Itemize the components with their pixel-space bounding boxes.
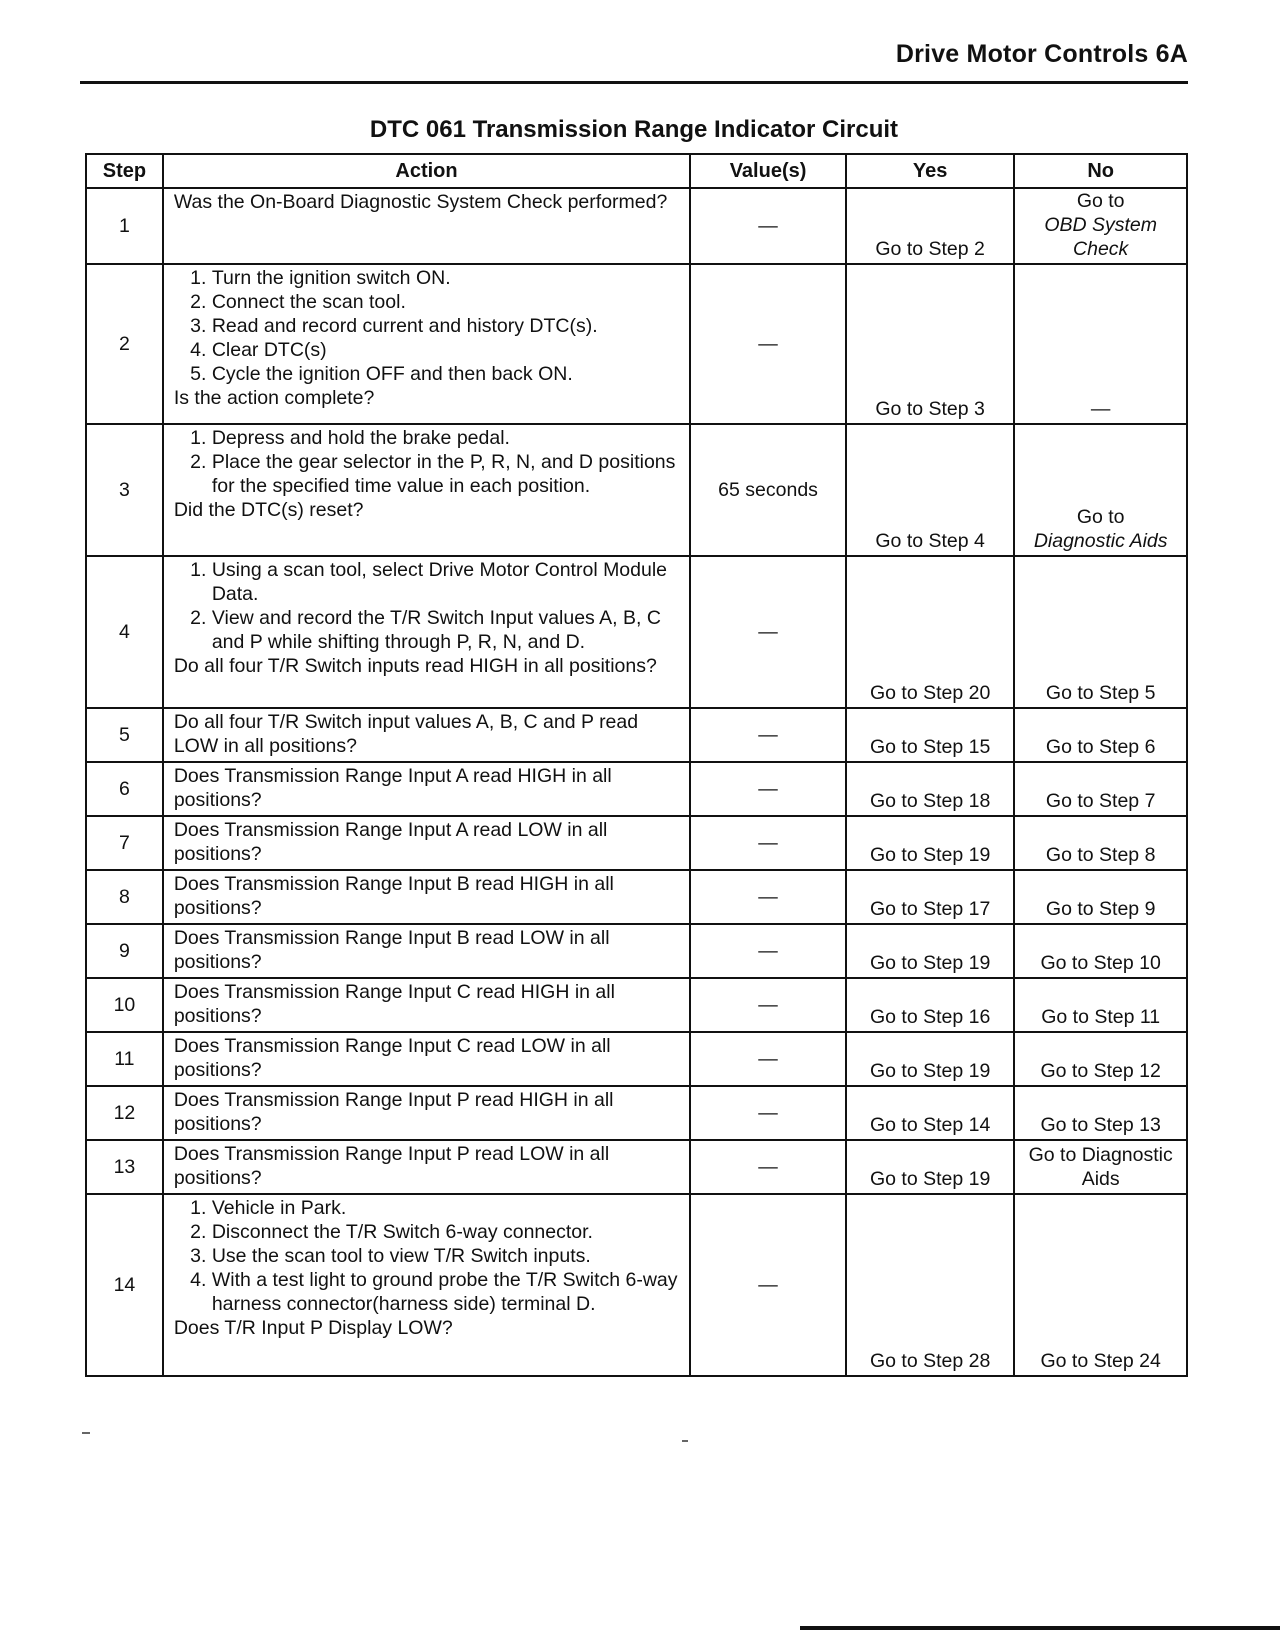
action-substeps bbox=[174, 558, 683, 654]
no-cell-text: Go to Step 11 bbox=[1041, 1006, 1161, 1028]
step-number: 6 bbox=[86, 762, 163, 816]
step-number: 10 bbox=[86, 978, 163, 1032]
no-cell bbox=[1014, 1086, 1187, 1140]
action-cell bbox=[163, 762, 690, 816]
no-cell-reference: OBD System Check bbox=[1044, 214, 1158, 260]
no-cell bbox=[1014, 1032, 1187, 1086]
table-row bbox=[86, 870, 1187, 924]
action-question: Does T/R Input P Display LOW? bbox=[173, 1317, 453, 1339]
table-row bbox=[86, 556, 1187, 708]
no-cell bbox=[1014, 188, 1187, 264]
table-row bbox=[86, 1086, 1187, 1140]
page-header-title: Drive Motor Controls 6A bbox=[895, 40, 1188, 68]
action-substep: 1. Vehicle in Park. bbox=[212, 1196, 683, 1220]
step-number: 12 bbox=[86, 1086, 163, 1140]
action-question: Does Transmission Range Input C read HIGH in all positions? bbox=[173, 981, 615, 1027]
no-cell-text: Go to Step 6 bbox=[1045, 736, 1156, 758]
action-cell bbox=[163, 870, 690, 924]
table-row bbox=[86, 762, 1187, 816]
column-header-step: Step bbox=[86, 154, 163, 188]
value-cell: — bbox=[690, 264, 846, 424]
value-cell: — bbox=[690, 1140, 846, 1194]
scan-mark bbox=[82, 1432, 90, 1434]
action-substep: 2. Disconnect the T/R Switch 6-way connector. bbox=[212, 1220, 683, 1244]
yes-cell: Go to Step 28 bbox=[846, 1194, 1014, 1376]
table-row bbox=[86, 978, 1187, 1032]
no-cell-text: Go to Diagnostic Aids bbox=[1028, 1144, 1173, 1190]
table-row bbox=[86, 424, 1187, 556]
action-cell bbox=[163, 424, 690, 556]
action-substep: 2. Place the gear selector in the P, R, N, and D positions for the specified time value in each position. bbox=[212, 450, 683, 498]
action-substep: 3. Read and record current and history DTC(s). bbox=[212, 314, 683, 338]
action-cell bbox=[163, 708, 690, 762]
value-cell: — bbox=[690, 556, 846, 708]
step-number: 9 bbox=[86, 924, 163, 978]
action-question: Do all four T/R Switch inputs read HIGH in all positions? bbox=[173, 655, 657, 677]
action-substep: 1. Depress and hold the brake pedal. bbox=[212, 426, 683, 450]
action-question: Does Transmission Range Input C read LOW in all positions? bbox=[173, 1035, 611, 1081]
no-cell-text: Go to Step 13 bbox=[1040, 1114, 1161, 1136]
no-cell-text: Go to Step 8 bbox=[1045, 844, 1156, 866]
no-cell bbox=[1014, 978, 1187, 1032]
no-cell bbox=[1014, 924, 1187, 978]
no-cell-text: Go to bbox=[1076, 506, 1125, 528]
action-question: Do all four T/R Switch input values A, B, C and P read LOW in all positions? bbox=[173, 711, 639, 757]
no-cell-text: — bbox=[1090, 398, 1111, 420]
footer-rule bbox=[800, 1626, 1280, 1630]
table-body bbox=[86, 188, 1187, 1376]
table-row bbox=[86, 264, 1187, 424]
value-cell: — bbox=[690, 762, 846, 816]
step-number: 5 bbox=[86, 708, 163, 762]
dtc-table bbox=[85, 153, 1188, 1377]
column-header-yes: Yes bbox=[846, 154, 1014, 188]
action-substep: 5. Cycle the ignition OFF and then back ON. bbox=[212, 362, 683, 386]
yes-cell: Go to Step 4 bbox=[846, 424, 1014, 556]
yes-cell: Go to Step 15 bbox=[846, 708, 1014, 762]
no-cell-text: Go to Step 10 bbox=[1040, 952, 1161, 974]
table-row bbox=[86, 816, 1187, 870]
table-row bbox=[86, 924, 1187, 978]
yes-cell: Go to Step 18 bbox=[846, 762, 1014, 816]
action-question: Does Transmission Range Input A read LOW in all positions? bbox=[173, 819, 608, 865]
table-row bbox=[86, 708, 1187, 762]
value-cell: — bbox=[690, 978, 846, 1032]
action-substep: 3. Use the scan tool to view T/R Switch inputs. bbox=[212, 1244, 683, 1268]
action-cell bbox=[163, 1032, 690, 1086]
no-cell bbox=[1014, 870, 1187, 924]
yes-cell: Go to Step 19 bbox=[846, 1032, 1014, 1086]
no-cell bbox=[1014, 762, 1187, 816]
yes-cell: Go to Step 3 bbox=[846, 264, 1014, 424]
action-substep: 1. Turn the ignition switch ON. bbox=[212, 266, 683, 290]
yes-cell: Go to Step 19 bbox=[846, 1140, 1014, 1194]
value-cell: — bbox=[690, 816, 846, 870]
value-cell: — bbox=[690, 188, 846, 264]
step-number: 4 bbox=[86, 556, 163, 708]
action-question: Does Transmission Range Input P read LOW in all positions? bbox=[173, 1143, 610, 1189]
action-cell bbox=[163, 1086, 690, 1140]
yes-cell: Go to Step 19 bbox=[846, 816, 1014, 870]
action-cell bbox=[163, 264, 690, 424]
yes-cell: Go to Step 20 bbox=[846, 556, 1014, 708]
column-header-action: Action bbox=[163, 154, 690, 188]
value-cell: — bbox=[690, 708, 846, 762]
action-question: Is the action complete? bbox=[173, 387, 375, 409]
table-row bbox=[86, 1194, 1187, 1376]
table-row bbox=[86, 1140, 1187, 1194]
action-cell bbox=[163, 924, 690, 978]
value-cell: — bbox=[690, 1194, 846, 1376]
scan-mark bbox=[682, 1440, 688, 1442]
no-cell-text: Go to Step 12 bbox=[1040, 1060, 1161, 1082]
step-number: 14 bbox=[86, 1194, 163, 1376]
yes-cell: Go to Step 14 bbox=[846, 1086, 1014, 1140]
step-number: 1 bbox=[86, 188, 163, 264]
table-row bbox=[86, 188, 1187, 264]
action-substep: 2. Connect the scan tool. bbox=[212, 290, 683, 314]
step-number: 8 bbox=[86, 870, 163, 924]
action-question: Was the On-Board Diagnostic System Check performed? bbox=[173, 191, 668, 213]
action-question: Does Transmission Range Input A read HIGH in all positions? bbox=[173, 765, 612, 811]
value-cell: — bbox=[690, 1032, 846, 1086]
value-cell: — bbox=[690, 870, 846, 924]
no-cell-text: Go to bbox=[1076, 190, 1125, 212]
yes-cell: Go to Step 17 bbox=[846, 870, 1014, 924]
step-number: 3 bbox=[86, 424, 163, 556]
no-cell bbox=[1014, 816, 1187, 870]
action-cell bbox=[163, 556, 690, 708]
step-number: 13 bbox=[86, 1140, 163, 1194]
action-question: Does Transmission Range Input P read HIGH in all positions? bbox=[173, 1089, 614, 1135]
action-substep: 1. Using a scan tool, select Drive Motor Control Module Data. bbox=[212, 558, 683, 606]
action-cell bbox=[163, 978, 690, 1032]
no-cell bbox=[1014, 424, 1187, 556]
action-substeps bbox=[174, 1196, 683, 1316]
no-cell bbox=[1014, 556, 1187, 708]
action-cell bbox=[163, 816, 690, 870]
yes-cell: Go to Step 19 bbox=[846, 924, 1014, 978]
no-cell bbox=[1014, 1194, 1187, 1376]
yes-cell: Go to Step 16 bbox=[846, 978, 1014, 1032]
action-substeps bbox=[174, 426, 683, 498]
action-cell bbox=[163, 1140, 690, 1194]
action-cell bbox=[163, 1194, 690, 1376]
no-cell-text: Go to Step 5 bbox=[1045, 682, 1156, 704]
value-cell: 65 seconds bbox=[690, 424, 846, 556]
action-substep: 2. View and record the T/R Switch Input values A, B, C and P while shifting through P, R, N, and D. bbox=[212, 606, 683, 654]
value-cell: — bbox=[690, 1086, 846, 1140]
table-header-row bbox=[86, 154, 1187, 188]
no-cell bbox=[1014, 708, 1187, 762]
header-rule bbox=[80, 81, 1188, 84]
no-cell bbox=[1014, 1140, 1187, 1194]
table-title: DTC 061 Transmission Range Indicator Circuit bbox=[369, 116, 899, 143]
action-substep: 4. With a test light to ground probe the T/R Switch 6-way harness connector(harness side) terminal D. bbox=[212, 1268, 683, 1316]
no-cell-text: Go to Step 24 bbox=[1040, 1350, 1161, 1372]
no-cell-reference: Diagnostic Aids bbox=[1033, 530, 1168, 552]
no-cell-text: Go to Step 9 bbox=[1045, 898, 1156, 920]
yes-cell: Go to Step 2 bbox=[846, 188, 1014, 264]
action-cell bbox=[163, 188, 690, 264]
step-number: 11 bbox=[86, 1032, 163, 1086]
column-header-no: No bbox=[1014, 154, 1187, 188]
action-substeps bbox=[174, 266, 683, 386]
action-question: Does Transmission Range Input B read LOW in all positions? bbox=[173, 927, 610, 973]
column-header-values: Value(s) bbox=[690, 154, 846, 188]
value-cell: — bbox=[690, 924, 846, 978]
no-cell-text: Go to Step 7 bbox=[1045, 790, 1156, 812]
action-question: Does Transmission Range Input B read HIGH in all positions? bbox=[173, 873, 614, 919]
step-number: 2 bbox=[86, 264, 163, 424]
action-substep: 4. Clear DTC(s) bbox=[212, 338, 683, 362]
table-row bbox=[86, 1032, 1187, 1086]
action-question: Did the DTC(s) reset? bbox=[173, 499, 364, 521]
no-cell bbox=[1014, 264, 1187, 424]
step-number: 7 bbox=[86, 816, 163, 870]
